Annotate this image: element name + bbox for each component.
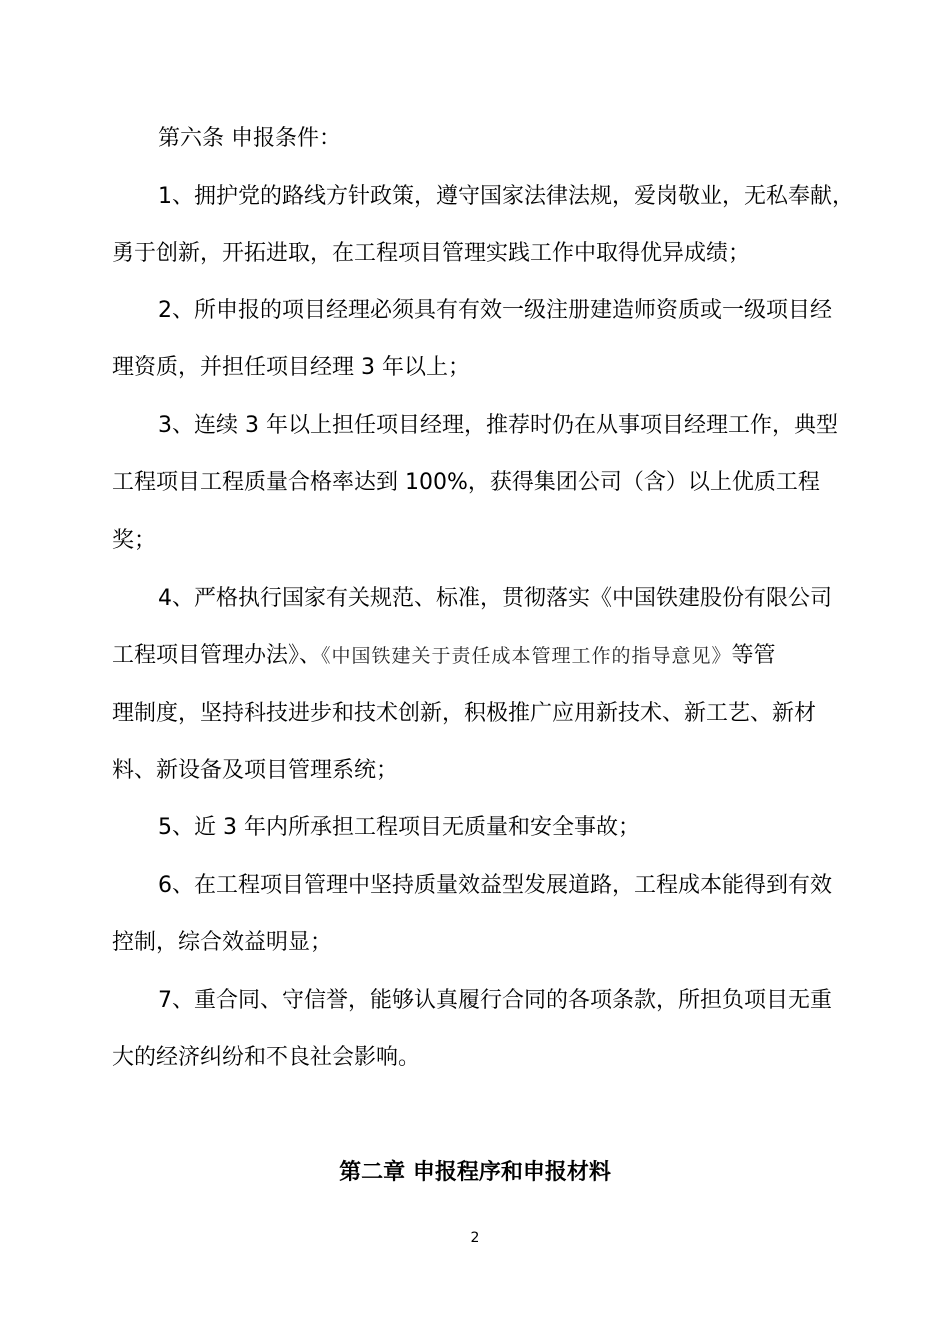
item-4-line-1: 4、严格执行国家有关规范、标准，贯彻落实《中国铁建股份有限公司 (158, 586, 832, 611)
item-4-line-3: 理制度，坚持科技进步和技术创新，积极推广应用新技术、新工艺、新材 (112, 701, 817, 726)
item-3-line-1: 3、连续 3 年以上担任项目经理，推荐时仍在从事项目经理工作，典型 (158, 413, 838, 438)
item-3-line-3: 奖； (112, 528, 157, 553)
item-4-text-start: 工程项目管理办法》、 (112, 643, 322, 668)
item-7-line-1: 7、重合同、守信誉，能够认真履行合同的各项条款，所担负项目无重 (158, 988, 832, 1013)
item-4-line-2 (112, 641, 776, 671)
item-4-line-4: 料、新设备及项目管理系统； (112, 758, 399, 783)
item-4-quoted-document-title: 《中国铁建关于责任成本管理工作的指导意见》 (321, 645, 732, 667)
item-5-line-1: 5、近 3 年内所承担工程项目无质量和安全事故； (158, 815, 640, 840)
article-heading: 第六条 申报条件： (158, 126, 341, 151)
item-6-line-2: 控制，综合效益明显； (112, 930, 333, 955)
item-6-line-1: 6、在工程项目管理中坚持质量效益型发展道路，工程成本能得到有效 (158, 873, 832, 898)
item-2-line-1: 2、所申报的项目经理必须具有有效一级注册建造师资质或一级项目经 (158, 298, 832, 323)
item-1-line-2: 勇于创新，开拓进取，在工程项目管理实践工作中取得优异成绩； (112, 241, 751, 266)
item-3-line-2: 工程项目工程质量合格率达到 100%，获得集团公司（含）以上优质工程 (112, 470, 820, 495)
page-number: 2 (470, 1230, 480, 1246)
chapter-title: 第二章 申报程序和申报材料 (339, 1160, 611, 1185)
item-1-line-1: 1、拥护党的路线方针政策，遵守国家法律法规，爱岗敬业，无私奉献， (158, 184, 854, 209)
item-2-line-2: 理资质，并担任项目经理 3 年以上； (112, 355, 470, 380)
item-7-line-2: 大的经济纠纷和不良社会影响。 (112, 1045, 421, 1070)
item-4-text-end: 等管 (731, 643, 776, 668)
